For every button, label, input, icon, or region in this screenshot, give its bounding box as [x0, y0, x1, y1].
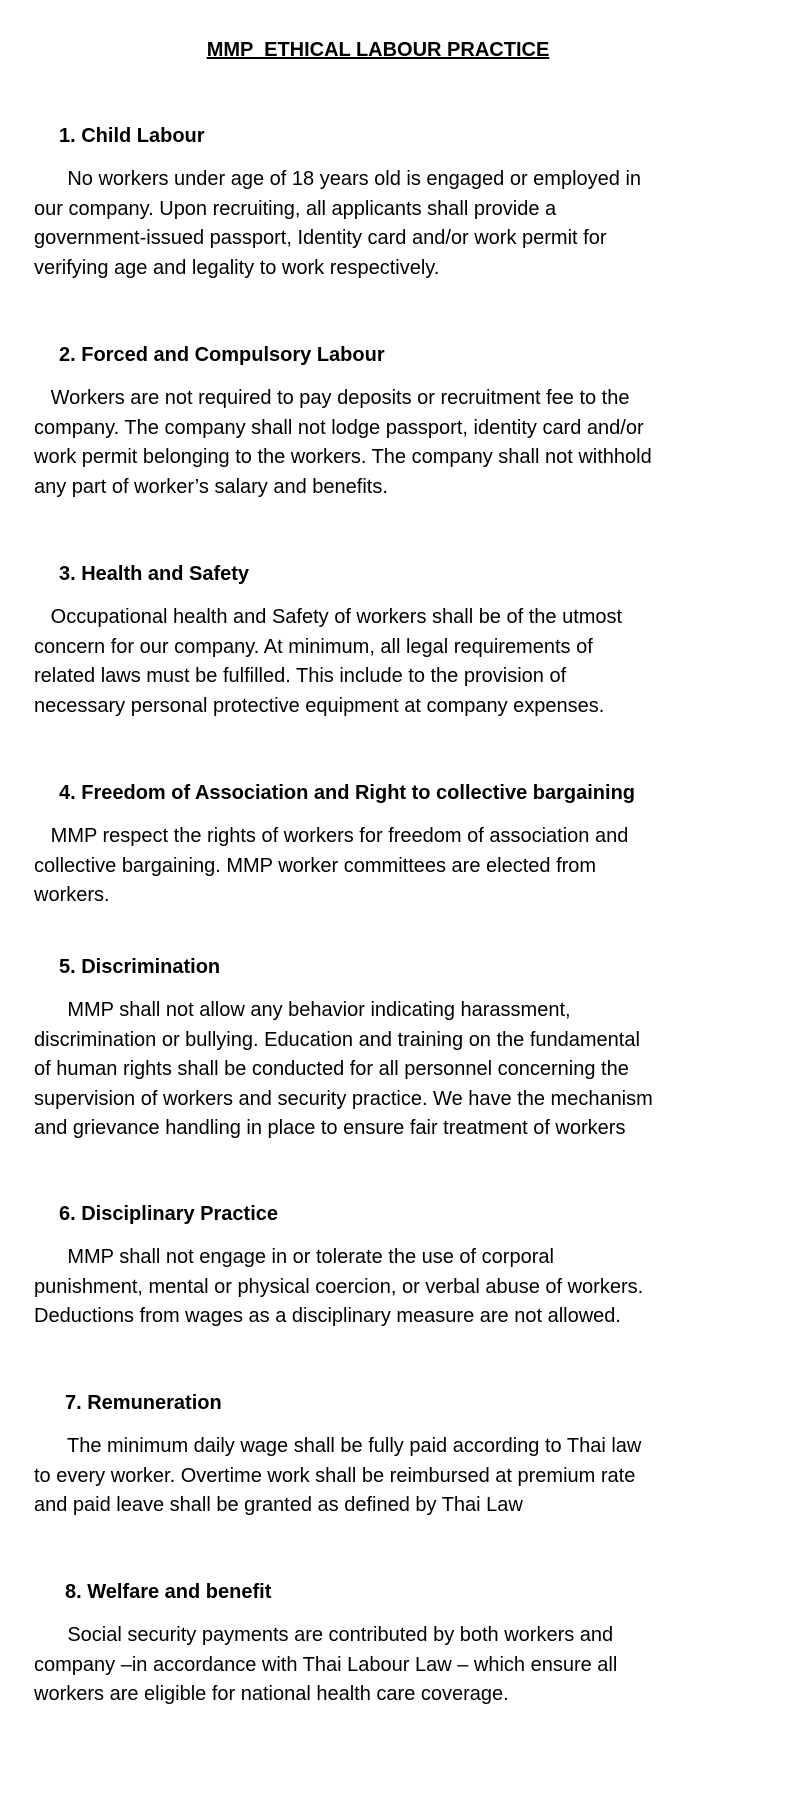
body-line: Deductions from wages as a disciplinary measure are not allowed. [34, 1305, 621, 1327]
body-line: concern for our company. At minimum, all legal requirements of [34, 635, 593, 658]
body-line: MMP shall not allow any behavior indicating harassment, [34, 999, 571, 1021]
section-body-welfare-benefit [34, 1621, 734, 1710]
section-heading-health-safety: 3. Health and Safety [59, 563, 250, 585]
body-line: Social security payments are contributed by both workers and [34, 1624, 614, 1646]
body-line: to every worker. Overtime work shall be reimbursed at premium rate [34, 1464, 636, 1487]
document-title: MMP ETHICAL LABOUR PRACTICE [206, 39, 550, 61]
body-line: No workers under age of 18 years old is engaged or employed in [34, 168, 642, 190]
section-heading-discrimination: 5. Discrimination [59, 956, 221, 978]
section-heading-remuneration: 7. Remuneration [65, 1392, 222, 1414]
body-line: Occupational health and Safety of workers shall be of the utmost [34, 606, 623, 628]
body-line: any part of worker’s salary and benefits. [34, 475, 388, 498]
section-body-remuneration [34, 1432, 734, 1521]
body-line: government-issued passport, Identity card and/or work permit for [34, 227, 607, 249]
section-heading-welfare-benefit: 8. Welfare and benefit [65, 1581, 272, 1603]
body-line: supervision of workers and security practice. We have the mechanism [34, 1087, 653, 1110]
body-line: The minimum daily wage shall be fully paid according to Thai law [34, 1435, 642, 1457]
body-line: related laws must be fulfilled. This include to the provision of [34, 665, 567, 687]
body-line: company –in accordance with Thai Labour Law – which ensure all [34, 1653, 618, 1676]
body-line: necessary personal protective equipment at company expenses. [34, 694, 605, 717]
body-line: our company. Upon recruiting, all applicants shall provide a [34, 197, 557, 220]
section-body-disciplinary [34, 1243, 734, 1332]
section-heading-disciplinary: 6. Disciplinary Practice [59, 1203, 279, 1225]
body-line: workers are eligible for national health care coverage. [34, 1683, 509, 1705]
section-heading-forced-labour: 2. Forced and Compulsory Labour [59, 344, 385, 366]
body-line: work permit belonging to the workers. The company shall not withhold [34, 446, 652, 468]
body-line: Workers are not required to pay deposits or recruitment fee to the [34, 387, 630, 409]
section-body-child-labour [34, 165, 734, 283]
body-line: company. The company shall not lodge passport, identity card and/or [34, 416, 644, 439]
body-line: of human rights shall be conducted for all personnel concerning the [34, 1058, 629, 1080]
section-body-freedom-association [34, 822, 734, 911]
body-line: workers. [34, 884, 110, 906]
body-line: verifying age and legality to work respectively. [34, 256, 440, 279]
section-heading-freedom-association: 4. Freedom of Association and Right to collective bargaining [59, 782, 636, 804]
body-line: and paid leave shall be granted as defined by Thai Law [34, 1494, 523, 1516]
section-body-discrimination [34, 996, 734, 1144]
body-line: and grievance handling in place to ensure fair treatment of workers [34, 1117, 626, 1139]
body-line: MMP respect the rights of workers for freedom of association and [34, 825, 629, 847]
section-body-health-safety [34, 603, 734, 721]
body-line: punishment, mental or physical coercion, or verbal abuse of workers. [34, 1275, 644, 1298]
body-line: collective bargaining. MMP worker committees are elected from [34, 854, 597, 877]
body-line: MMP shall not engage in or tolerate the use of corporal [34, 1246, 554, 1268]
body-line: discrimination or bullying. Education and training on the fundamental [34, 1028, 640, 1051]
section-heading-child-labour: 1. Child Labour [59, 125, 205, 147]
section-body-forced-labour [34, 384, 734, 502]
